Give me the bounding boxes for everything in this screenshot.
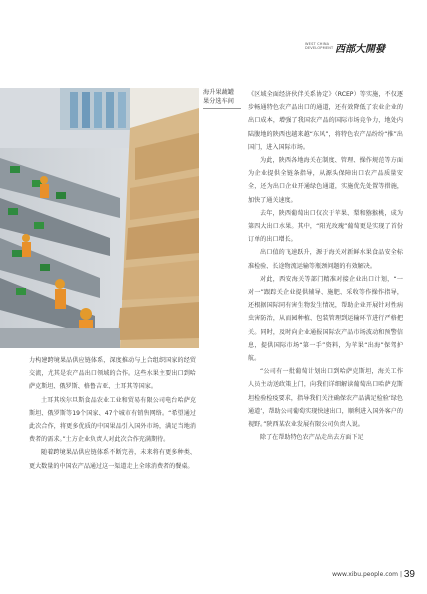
right-paragraph: 除了在帮助特色农产品走出去方面下足 xyxy=(260,434,364,442)
magazine-masthead xyxy=(305,40,415,54)
left-paragraph: 随着跨境果品供应链体系不断完善，未来将有更多种类、更大数量的中国农产品通过这一渠道走上全球消费者的餐桌。 xyxy=(29,449,196,470)
footer-separator: | xyxy=(399,571,404,578)
masthead-chinese-title: 西部大開發 xyxy=(335,44,385,55)
photo-caption xyxy=(203,88,241,109)
masthead-english xyxy=(305,42,333,50)
right-text-column xyxy=(248,88,403,444)
right-paragraph: 去年，陕西葡萄出口仅次于苹果、梨和猕猴桃，成为第四大出口水果。其中，“阳光玫瑰”葡萄更是实现了首份订单的出口增长。 xyxy=(248,209,403,244)
left-paragraph: 力构建跨境果品供应链体系，深度推动与上合组织国家的经贸交流，尤其是农产品出口领域的合作。这些水果主要出口到哈萨克斯坦、俄罗斯、格鲁吉亚、土耳其等国家。 xyxy=(29,357,196,391)
caption-line-2: 果分选车间 xyxy=(203,98,234,105)
right-paragraph: 《区域全面经济伙伴关系协定》（RCEP）等实施，不仅逐步畅通特色农产品出口的通道，还有效降低了农业企业的出口成本，增强了我国农产品的国际市场竞争力，地处内陆腹地的陕西也越来越“东风”，将特色农产品纷纷“推”出国门，进入国际市场。 xyxy=(248,91,403,151)
factory-photo-illustration xyxy=(0,88,199,348)
caption-divider xyxy=(203,108,241,109)
masthead-en-line2: DEVELOPMENT xyxy=(305,46,334,50)
caption-line-1: 海升果蔬罐 xyxy=(203,89,234,96)
page-number: 39 xyxy=(403,569,415,580)
page-footer xyxy=(332,569,415,580)
footer-url: www.xibu.people.com xyxy=(332,571,399,578)
right-paragraph: 为此，陕西各地海关在制度、管理、操作规范等方面为企业提供全链条指导，从源头保障出口农产品质量安全，还为出口企业开通绿色通道，实施优先处置等措施，加快了通关速度。 xyxy=(248,157,403,204)
factory-photo xyxy=(0,88,199,348)
right-paragraph: 出口值的飞速跃升，源于海关对新鲜水果食品安全标准检验、长途物流运输等瓶颈问题的有效解决。 xyxy=(248,249,403,270)
right-paragraph: 对此，西安海关等部门精准对接企业出口计划，“一对一”跟踪关企业提供辅导、施肥、采收等作操作指导，还根据国际同有害生物发生情况，帮助企业开展针对性病虫害防治，从而园种植、包装管理到运输环节进行严格把关。同时，及时向企业通报国际农产品市场波动和预警信息，提供国际市场“第一手”资料，为苹果“出海”保驾护航。 xyxy=(248,275,403,363)
masthead-en-line1: WEST CHINA xyxy=(305,42,330,46)
left-text-column xyxy=(29,354,196,473)
right-paragraph: “公司有一批葡萄计划出口到哈萨克斯坦，海关工作人员主动送政策上门，向我们详细解读葡萄出口哈萨克斯坦检验检疫要求，指导我们关注确保农产品满足检验‘绿色通道’，帮助公司葡萄实现快速出口，顺利进入国外客户的视野。”陕西某农业发展有限公司负责人说。 xyxy=(248,368,403,429)
left-paragraph: 土耳其埃尔旦斯食品农业工业和贸易有限公司电台哈萨克斯坦、俄罗斯等19个国家、47个城市有销售网络。“希望通过此次合作，将更多优质的中国果品引入国外市场，满足当地消费者的需求。”土方企业负责人对此次合作充满期待。 xyxy=(29,396,196,444)
